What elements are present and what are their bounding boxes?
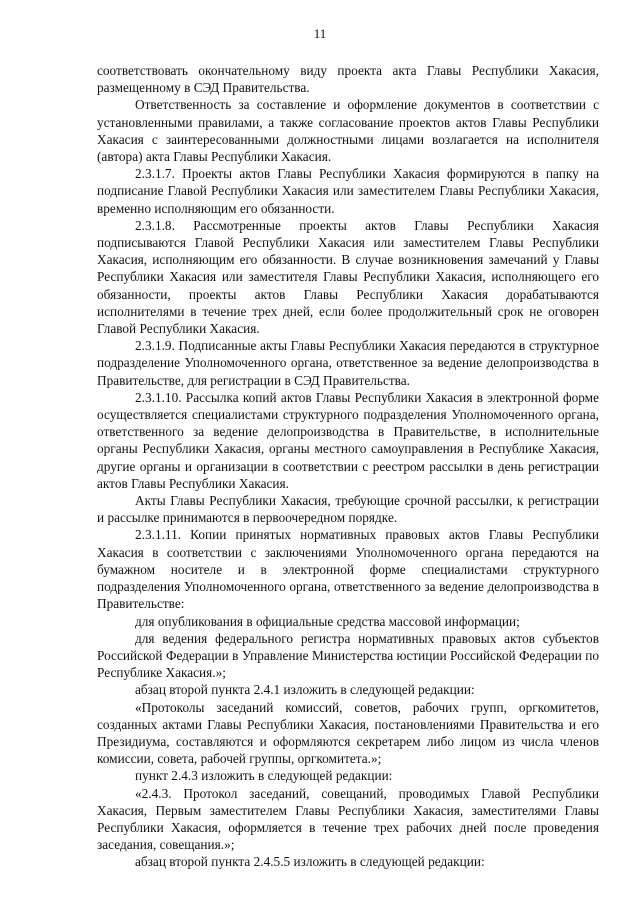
paragraph-protocols: «Протоколы заседаний комиссий, советов, рабочих групп, оргкомитетов, созданных актами Главы Республики Хакасия, постановлениями Правительства и его Президиума, составляются и оформляются секретарем либо лицом из числа членов комиссии, совета, рабочей группы, оргкомитета.»; bbox=[97, 699, 599, 767]
paragraph-2-3-1-11: 2.3.1.11. Копии принятых нормативных правовых актов Главы Республики Хакасия в соответствии с заключениями Уполномоченного органа передаются на бумажном носителе и в электронной форме специалистами структурного подразделения Уполномоченного органа, ответственного за ведение делопроизводства в Правительстве: bbox=[97, 527, 599, 612]
page-number: 11 bbox=[313, 26, 327, 41]
paragraph-responsibility: Ответственность за составление и оформление документов в соответствии с установленными правилами, а также согласование проектов актов Главы Республики Хакасия с заинтересованными должностными лицами возлагается на исполнителя (автора) акта Главы Республики Хакасия. bbox=[97, 97, 599, 165]
paragraph-continuation: соответствовать окончательному виду проекта акта Главы Республики Хакасия, размещенному в СЭД Правительства. bbox=[97, 63, 599, 96]
paragraph-amend-2-4-1: абзац второй пункта 2.4.1 изложить в следующей редакции: bbox=[135, 682, 475, 698]
document-body bbox=[97, 62, 599, 871]
paragraph-2-3-1-8: 2.3.1.8. Рассмотренные проекты актов Главы Республики Хакасия подписываются Главой Республики Хакасия или заместителем Главы Республики Хакасия, исполняющим его обязанности. В случае возникновения замечаний у Главы Республики Хакасия или заместителя Главы Республики Хакасия, исполняющего его обязанности, проекты актов Главы Республики Хакасия дорабатываются исполнителями в течение трех дней, если более продолжительный срок не оговорен Главой Республики Хакасия. bbox=[97, 217, 599, 337]
paragraph-urgent-mailing: Акты Главы Республики Хакасия, требующие срочной рассылки, к регистрации и рассылке принимаются в первоочередном порядке. bbox=[97, 493, 599, 526]
paragraph-federal-register: для ведения федерального регистра нормативных правовых актов субъектов Российской Федерации в Управление Министерства юстиции Российской Федерации по Республике Хакасия.»; bbox=[97, 630, 599, 681]
paragraph-publication: для опубликования в официальные средства массовой информации; bbox=[135, 613, 520, 629]
paragraph-2-3-1-9: 2.3.1.9. Подписанные акты Главы Республики Хакасия передаются в структурное подразделение Уполномоченного органа, ответственное за ведение делопроизводства в Правительстве, для регистрации в СЭД Правительства. bbox=[97, 338, 599, 388]
paragraph-amend-2-4-3: пункт 2.4.3 изложить в следующей редакции: bbox=[135, 768, 393, 784]
paragraph-2-3-1-10: 2.3.1.10. Рассылка копий актов Главы Республики Хакасия в электронной форме осуществляется специалистами структурного подразделения Уполномоченного органа, ответственного за ведение делопроизводства в Правительстве, в исполнительные органы Республики Хакасия, органы местного самоуправления в Республике Хакасия, другие органы и организации в соответствии с реестром рассылки в день регистрации актов Главы Республики Хакасия. bbox=[97, 389, 599, 491]
paragraph-2-4-3: «2.4.3. Протокол заседаний, совещаний, проводимых Главой Республики Хакасия, Первым заместителем Главы Республики Хакасия, заместителями Главы Республики Хакасия, оформляется в течение трех рабочих дней после проведения заседания, совещания.»; bbox=[97, 785, 599, 853]
paragraph-2-3-1-7: 2.3.1.7. Проекты актов Главы Республики Хакасия формируются в папку на подписание Главой Республики Хакасия или заместителем Главы Республики Хакасия, временно исполняющим его обязанности. bbox=[97, 166, 599, 216]
paragraph-amend-2-4-5-5: абзац второй пункта 2.4.5.5 изложить в следующей редакции: bbox=[135, 854, 485, 870]
